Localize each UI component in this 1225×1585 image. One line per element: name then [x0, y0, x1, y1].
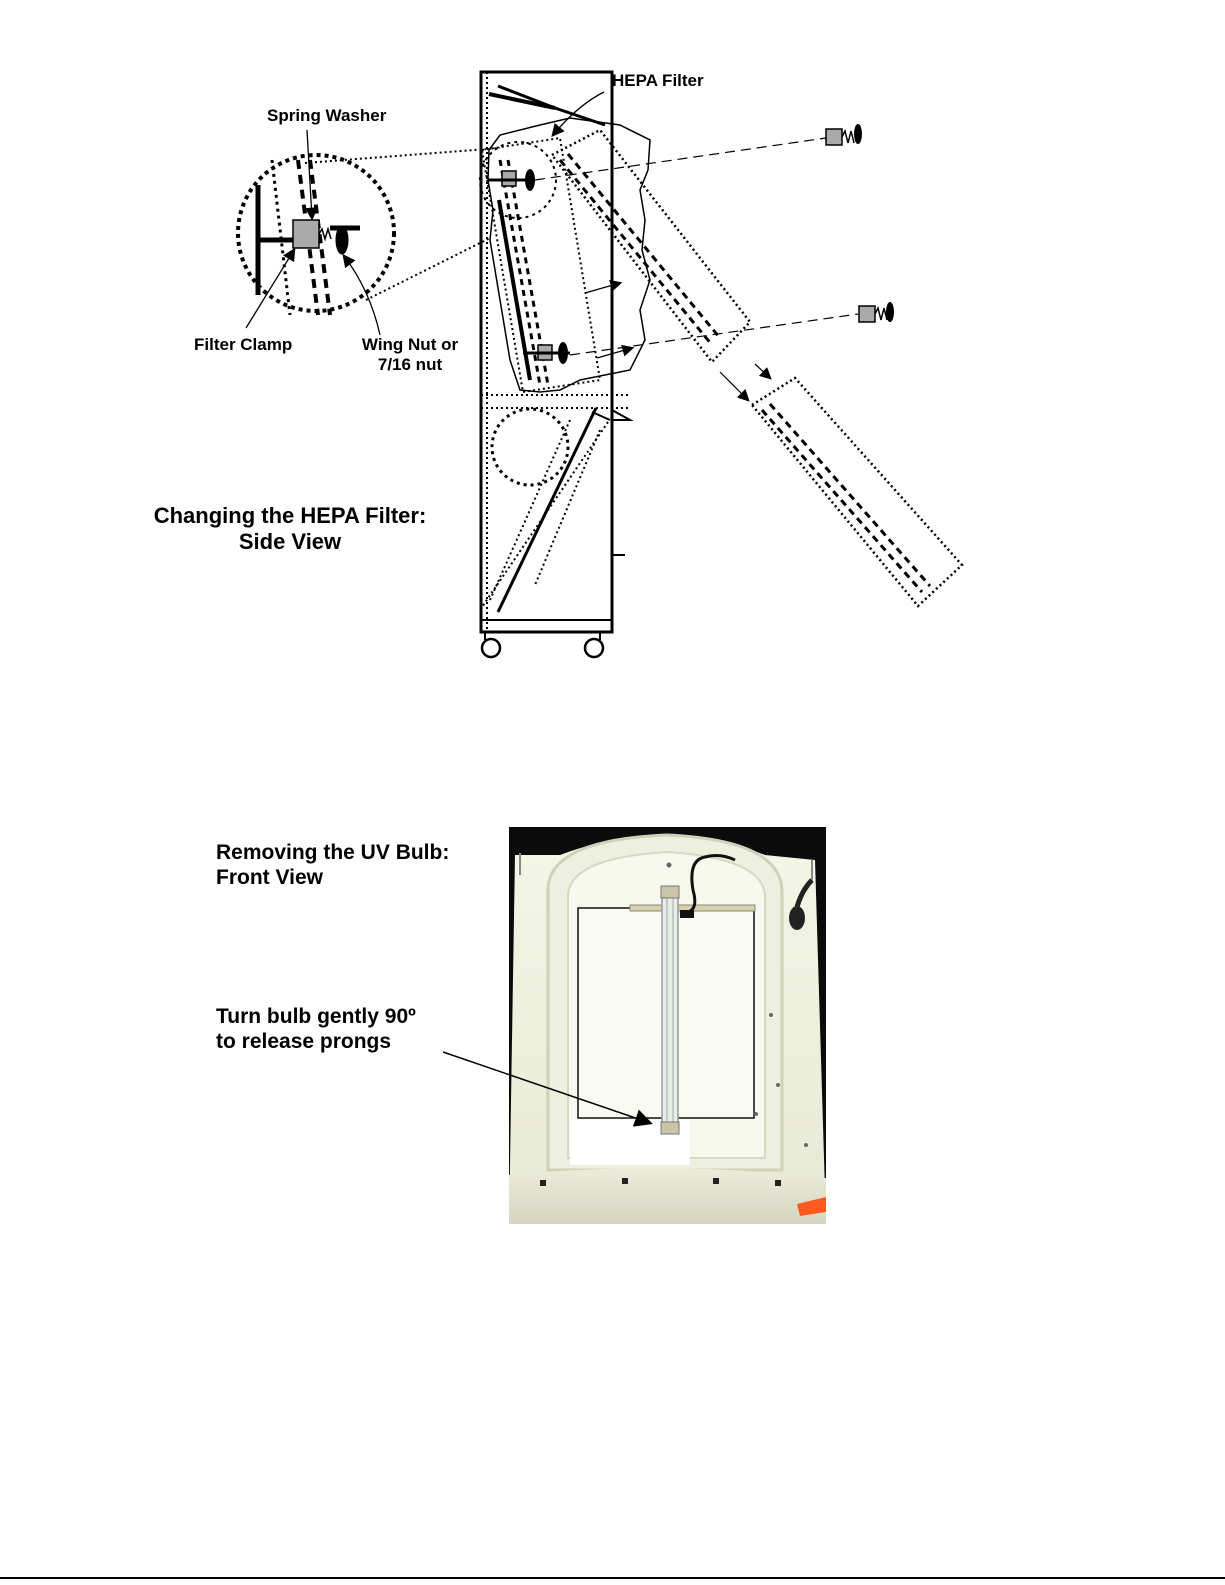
bolt-extraction-lines	[535, 138, 858, 355]
uv-bulb-instruction-line2: to release prongs	[216, 1030, 392, 1054]
hepa-filter-tilting-out	[552, 130, 750, 362]
hepa-filter-label: HEPA Filter	[612, 71, 704, 90]
uv-bulb-photo	[509, 827, 826, 1224]
page-bottom-rule	[0, 1577, 1225, 1579]
filter-clamp-label: Filter Clamp	[194, 335, 293, 354]
removed-bolt-bottom	[859, 302, 894, 322]
wing-nut-label	[355, 335, 465, 376]
filter-bolt-bottom	[523, 342, 570, 364]
cabinet-outline	[480, 72, 630, 657]
hepa-filter-side-view-diagram	[0, 0, 1225, 680]
hepa-diagram-caption	[140, 503, 440, 556]
uv-bulb-instruction-line1: Turn bulb gently 90º	[216, 1005, 416, 1028]
cutaway-outline	[488, 118, 650, 392]
hepa-diagram-caption-line2: Side View	[238, 529, 342, 555]
removed-bolt-top	[826, 124, 862, 145]
uv-bulb-instruction	[216, 1004, 416, 1054]
uv-bulb-caption-line2: Front View	[216, 866, 323, 890]
label-leader-lines	[246, 92, 604, 335]
wing-nut-label-line1: Wing Nut or	[361, 335, 459, 354]
detail-zoom-callout	[238, 148, 500, 315]
spring-washer-label: Spring Washer	[267, 106, 387, 125]
uv-bulb-caption-line1: Removing the UV Bulb:	[216, 841, 450, 864]
uv-bulb-front-view-section	[0, 800, 1225, 1240]
uv-bulb-caption	[216, 840, 449, 890]
hepa-filter-removed	[752, 378, 962, 606]
wing-nut-label-line2: 7/16 nut	[377, 355, 443, 375]
hepa-diagram-caption-line1: Changing the HEPA Filter:	[153, 503, 427, 528]
